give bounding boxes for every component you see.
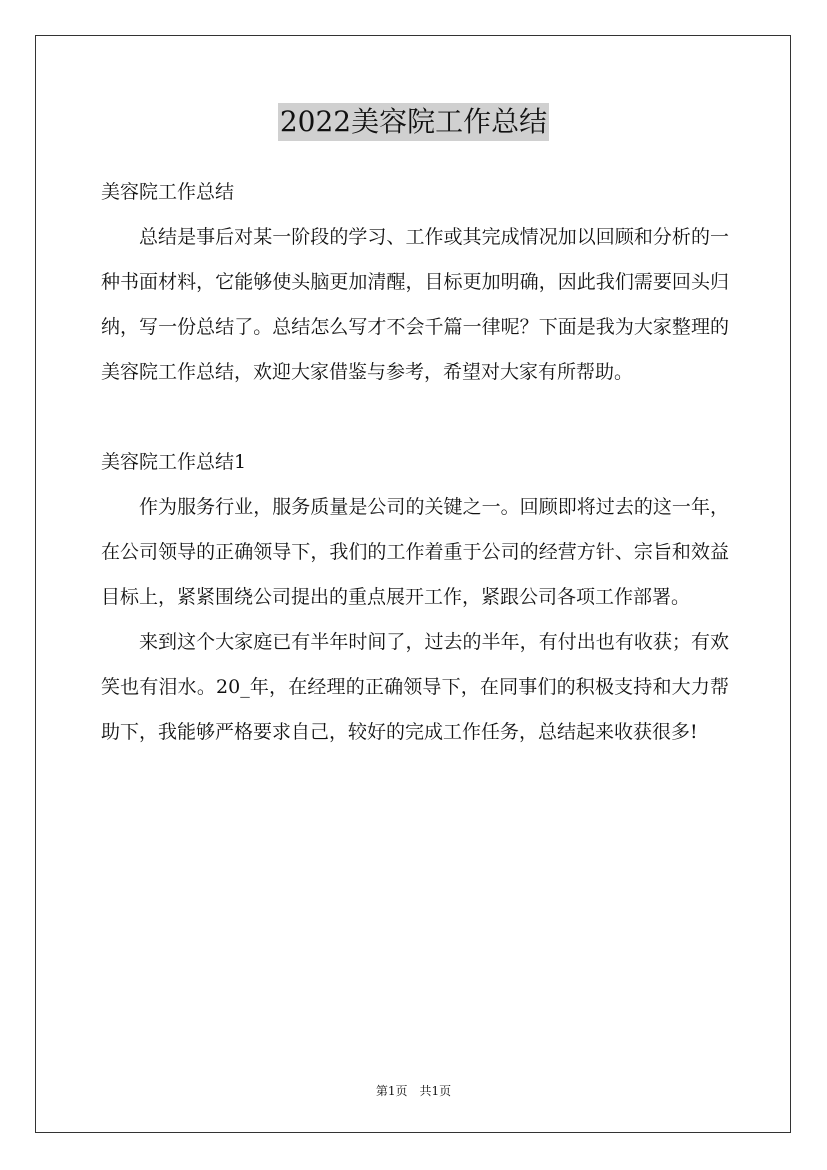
section-heading: 美容院工作总结 — [101, 181, 235, 203]
document-body — [101, 170, 729, 755]
page-footer: 第1页 共1页 — [375, 1084, 452, 1098]
document-title: 2022美容院工作总结 — [278, 103, 549, 141]
section-spacer — [101, 395, 729, 440]
title-area — [0, 103, 827, 141]
paragraph: 总结是事后对某一阶段的学习、工作或其完成情况加以回顾和分析的一种书面材料，它能够使头脑更加清醒，目标更加明确，因此我们需要回头归纳，写一份总结了。总结怎么写才不会千篇一律呢？下面是我为大家整理的美容院工作总结，欢迎大家借鉴与参考，希望对大家有所帮助。 — [101, 226, 729, 383]
paragraph: 来到这个大家庭已有半年时间了，过去的半年，有付出也有收获；有欢笑也有泪水。20_年，在经理的正确领导下，在同事们的积极支持和大力帮助下，我能够严格要求自己，较好的完成工作任务，总结起来收获很多! — [101, 631, 729, 743]
paragraph: 作为服务行业，服务质量是公司的关键之一。回顾即将过去的这一年，在公司领导的正确领导下，我们的工作着重于公司的经营方针、宗旨和效益目标上，紧紧围绕公司提出的重点展开工作，紧跟公司各项工作部署。 — [101, 496, 729, 608]
section-heading: 美容院工作总结1 — [101, 451, 247, 473]
